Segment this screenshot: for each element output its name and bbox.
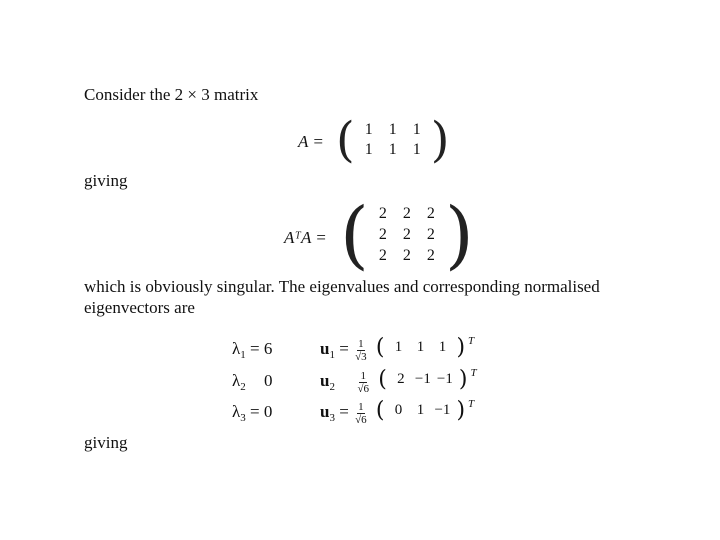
paragraph-line-2: eigenvectors are bbox=[84, 298, 195, 317]
lambda-symbol: λ bbox=[232, 371, 241, 390]
matrix-ata-cell: 2 bbox=[378, 226, 387, 243]
lambda-index: 3 bbox=[240, 412, 246, 424]
eigen-row bbox=[232, 366, 477, 396]
matrix-ata-cell: 2 bbox=[402, 247, 411, 264]
eigenvalue-relation: = 6 bbox=[250, 339, 273, 358]
fraction bbox=[355, 401, 367, 426]
paragraph-line-1: which is obviously singular. The eigenvalues and corresponding normalised bbox=[84, 277, 600, 296]
vector-entry: −1 bbox=[434, 402, 451, 419]
giving-text-1: giving bbox=[84, 171, 128, 190]
vector-entry: −1 bbox=[414, 371, 431, 388]
equals-sign: = bbox=[339, 402, 349, 422]
matrix-ata-cell: 2 bbox=[402, 226, 411, 243]
fraction-denominator: √6 bbox=[355, 413, 367, 426]
eigen-row bbox=[232, 334, 474, 364]
giving-text-2: giving bbox=[84, 433, 128, 452]
lambda-index: 2 bbox=[240, 381, 246, 393]
matrix-a-cell: 1 bbox=[412, 121, 421, 138]
matrix-a-cell: 1 bbox=[364, 141, 373, 158]
matrix-ata-cell: 2 bbox=[426, 205, 435, 222]
eigen-row bbox=[232, 397, 474, 427]
fraction-denominator: √6 bbox=[357, 382, 370, 395]
fraction-numerator: 1 bbox=[358, 337, 364, 350]
matrix-ata-label: AᵀA = bbox=[284, 228, 327, 247]
lambda-index: 1 bbox=[240, 349, 246, 361]
row-vector: ( 1 1 1 ) bbox=[375, 335, 466, 361]
matrix-ata-cell: 2 bbox=[426, 247, 435, 264]
right-paren: ) bbox=[430, 112, 450, 168]
transpose-mark: T bbox=[470, 367, 477, 380]
matrix-a bbox=[336, 112, 450, 168]
vector-entry: 2 bbox=[397, 371, 405, 388]
vector-entry: 1 bbox=[438, 339, 447, 356]
left-paren: ( bbox=[336, 112, 355, 168]
transpose-mark: T bbox=[468, 335, 475, 348]
fraction bbox=[357, 370, 369, 395]
fraction-denominator: √3 bbox=[355, 350, 367, 363]
matrix-ata-cell: 2 bbox=[402, 205, 411, 222]
u-index: 1 bbox=[329, 349, 335, 362]
u-symbol: u bbox=[320, 371, 330, 391]
matrix-ata-cell: 2 bbox=[378, 205, 387, 222]
eigenvector bbox=[320, 367, 477, 395]
u-symbol: u bbox=[320, 339, 330, 359]
eigenvalue bbox=[232, 371, 314, 391]
fraction bbox=[355, 338, 367, 363]
matrix-a-grid bbox=[357, 121, 429, 159]
matrix-ata-cell: 2 bbox=[378, 247, 387, 264]
eigenvalue-relation: 0 bbox=[264, 371, 273, 390]
transpose-mark: T bbox=[468, 398, 475, 411]
vector-entry: 1 bbox=[416, 402, 425, 419]
matrix-a-cell: 1 bbox=[364, 121, 373, 138]
fraction-numerator: 1 bbox=[360, 369, 366, 382]
left-paren: ( bbox=[340, 192, 369, 278]
eigenvector bbox=[320, 398, 474, 426]
eigenvalue bbox=[232, 339, 314, 359]
vector-entry: 0 bbox=[394, 402, 403, 419]
eigenvector bbox=[320, 335, 474, 363]
eigenvalue bbox=[232, 402, 314, 422]
eigenvalue-relation: = 0 bbox=[250, 402, 273, 421]
u-symbol: u bbox=[320, 402, 330, 422]
matrix-a-label: A = bbox=[298, 132, 324, 151]
intro-text: Consider the 2 × 3 matrix bbox=[84, 85, 259, 104]
lambda-symbol: λ bbox=[232, 402, 241, 421]
matrix-a-cell: 1 bbox=[388, 121, 397, 138]
matrix-ata-grid bbox=[371, 205, 443, 265]
row-vector: ( 0 1 −1 ) bbox=[375, 398, 466, 424]
vector-entry: 1 bbox=[416, 339, 425, 356]
matrix-ata-cell: 2 bbox=[426, 226, 435, 243]
fraction-numerator: 1 bbox=[358, 400, 364, 413]
u-index: 2 bbox=[329, 381, 335, 394]
matrix-a-cell: 1 bbox=[388, 141, 397, 158]
equals-sign: = bbox=[339, 339, 349, 359]
matrix-a-cell: 1 bbox=[412, 141, 421, 158]
vector-entry: −1 bbox=[436, 371, 453, 388]
right-paren: ) bbox=[444, 192, 474, 278]
matrix-ata bbox=[340, 192, 474, 278]
vector-entry: 1 bbox=[394, 339, 403, 356]
lambda-symbol: λ bbox=[232, 339, 241, 358]
row-vector: ( 2 −1 −1 ) bbox=[378, 367, 468, 393]
u-index: 3 bbox=[329, 412, 335, 425]
